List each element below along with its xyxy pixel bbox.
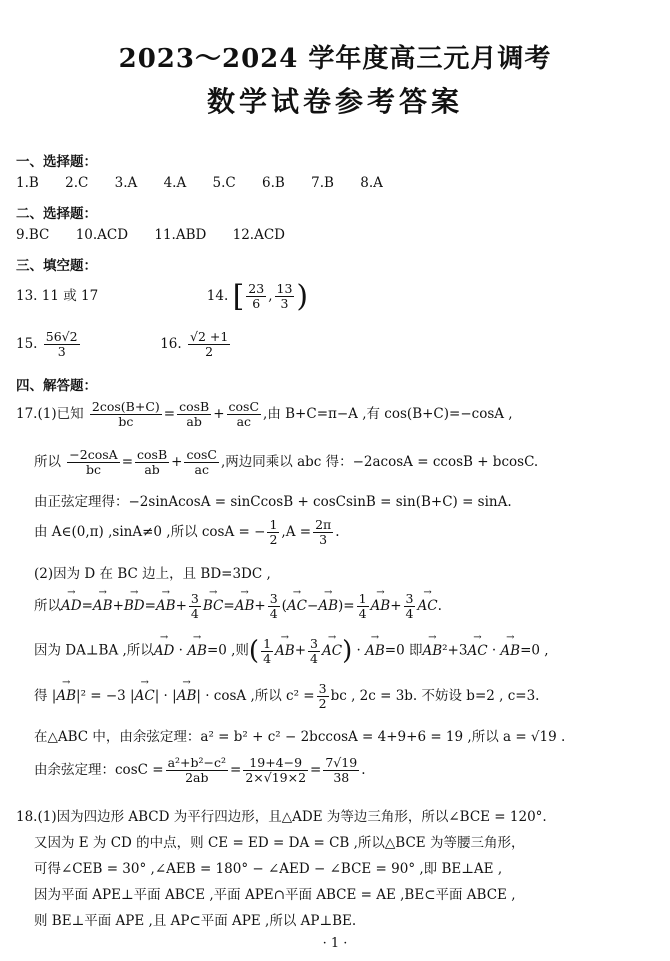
exam-subtitle: 数学试卷参考答案 [206,85,463,118]
page-number: · 1 · [322,936,348,951]
answer-14-label: 14. [206,288,229,304]
solution-18-line-4: 因为平面 APE⊥平面 ABCE ,平面 APE∩平面 ABCE = AE ,BE⊂平面 ABCE , [34,887,516,903]
solution-18-line-5: 则 BE⊥平面 APE ,且 AP⊂平面 APE ,所以 AP⊥BE. [34,913,357,929]
solution-18-line-3: 可得∠CEB = 30° ,∠AEB = 180° − ∠AED − ∠BCE = 90° ,即 BE⊥AE , [34,861,503,877]
multi-choice-answers-row [16,227,307,243]
left-bracket: [ [232,279,245,314]
answer-4: 4.A [163,175,187,191]
solution-18-line-1: 18.(1)因为四边形 ABCD 为平行四边形，且△ADE 为等边三角形，所以∠BCE = 120°. [16,809,547,825]
answer-7: 7.B [311,175,334,191]
section-heading-choice: 一、选择题： [16,154,97,170]
answer-6: 6.B [262,175,285,191]
solution-17-line-3: 由正弦定理得：−2sinAcosA = sinCcosB + cosCsinB = sin(B+C) = sinA. [34,494,512,510]
answer-1: 1.B [16,175,39,191]
fill-answers-row-2 [16,330,232,359]
solution-17-part2-line-2: 所以→ AD=→ AB+→ BD=→ AB+ $\frac{3}{4}$ → BC=→ AB+ $\frac{3}{4}$ (→ AC−→ AB)= $\frac{1}{4}$ → AB+ $\frac{3}{4}$ → AC. [34,592,442,621]
answer-3: 3.A [114,175,138,191]
answer-14-fraction-a: $\frac{23}{6}$ [248,281,265,311]
section-heading-fill: 三、填空题： [16,258,97,274]
solution-17-part2-line-4: 得 |→ AB|² = −3 |→ AC| · |→ AB| · cosA ,所以 c² = $\frac{3}{2}$ bc , 2c = 3b. 不妨设 b=2 , c=3. [34,682,539,711]
exam-title: 2023～2024 学年度高三元月调考 [118,44,552,74]
answer-15-label: 15. [16,335,38,352]
answer-9: 9.BC [16,227,50,243]
answer-14-fraction-b: $\frac{13}{3}$ [276,281,293,311]
answer-2: 2.C [65,175,89,191]
solution-17-part2-line-1: (2)因为 D 在 BC 边上，且 BD=3DC , [34,566,271,582]
answer-16-fraction: $\frac{√2 +1}{2}$ [189,329,229,359]
answer-12: 12.ACD [232,227,285,243]
section-heading-multi-choice: 二、选择题： [16,206,97,222]
solution-17-line-1: 17.(1)已知 $\frac{2\cos(B+C)}{bc}$ = $\frac{\cos B}{ab}$ + $\frac{\cos C}{ac}$ ,由 B+C=π−A ,有 cos(B+C)=−cosA , [16,399,513,429]
right-paren: ) [296,279,309,314]
answer-10: 10.ACD [75,227,129,243]
answer-8: 8.A [360,175,383,191]
answer-15-fraction: $\frac{56√2}{3}$ [45,329,78,359]
solution-17-part2-line-5: 在△ABC 中，由余弦定理：a² = b² + c² − 2bccosA = 4+9+6 = 19 ,所以 a = √19 . [34,729,566,745]
choice-answers-row [16,175,405,191]
solution-18-line-2: 又因为 E 为 CD 的中点，则 CE = ED = DA = CB ,所以△BCE 为等腰三角形， [34,835,525,851]
solution-17-line-4: 由 A∈(0,π) ,sinA≠0 ,所以 cosA = − $\frac{1}{2}$ ,A = $\frac{2\pi}{3}$ . [34,517,340,547]
answer-5: 5.C [212,175,236,191]
solution-17-part2-line-6: 由余弦定理：cosC = $\frac{\text{a²+b²−c²}}{2ab}$ = $\frac{19+4-9}{2\times√19\times 2}$ = $\frac{7√19}{38}$ . [34,755,366,785]
answer-11: 11.ABD [154,227,207,243]
solution-17-line-2: 所以 $\frac{-2\cos A}{bc}$ = $\frac{\cos B}{ab}$ + $\frac{\cos C}{ac}$ ,两边同乘以 abc 得：−2acosA = ccosB + bcosC. [34,447,539,477]
section-heading-solutions: 四、解答题： [16,378,97,394]
solution-17-part2-line-3: 因为 DA⊥BA ,所以→ AD · → AB=0 ,则( $\frac{1}{4}$ → AB+ $\frac{3}{4}$ → AC) · → AB=0 即→ AB²+3→ AC · → AB=0 , [34,636,549,666]
answer-16-label: 16. [160,335,182,352]
fill-answers-row-1: 13. 11 或 17 14. [ $\frac{23}{6}$ , $\frac{13}{3}$ ) [16,279,309,314]
answer-13: 13. 11 或 17 [16,288,99,304]
